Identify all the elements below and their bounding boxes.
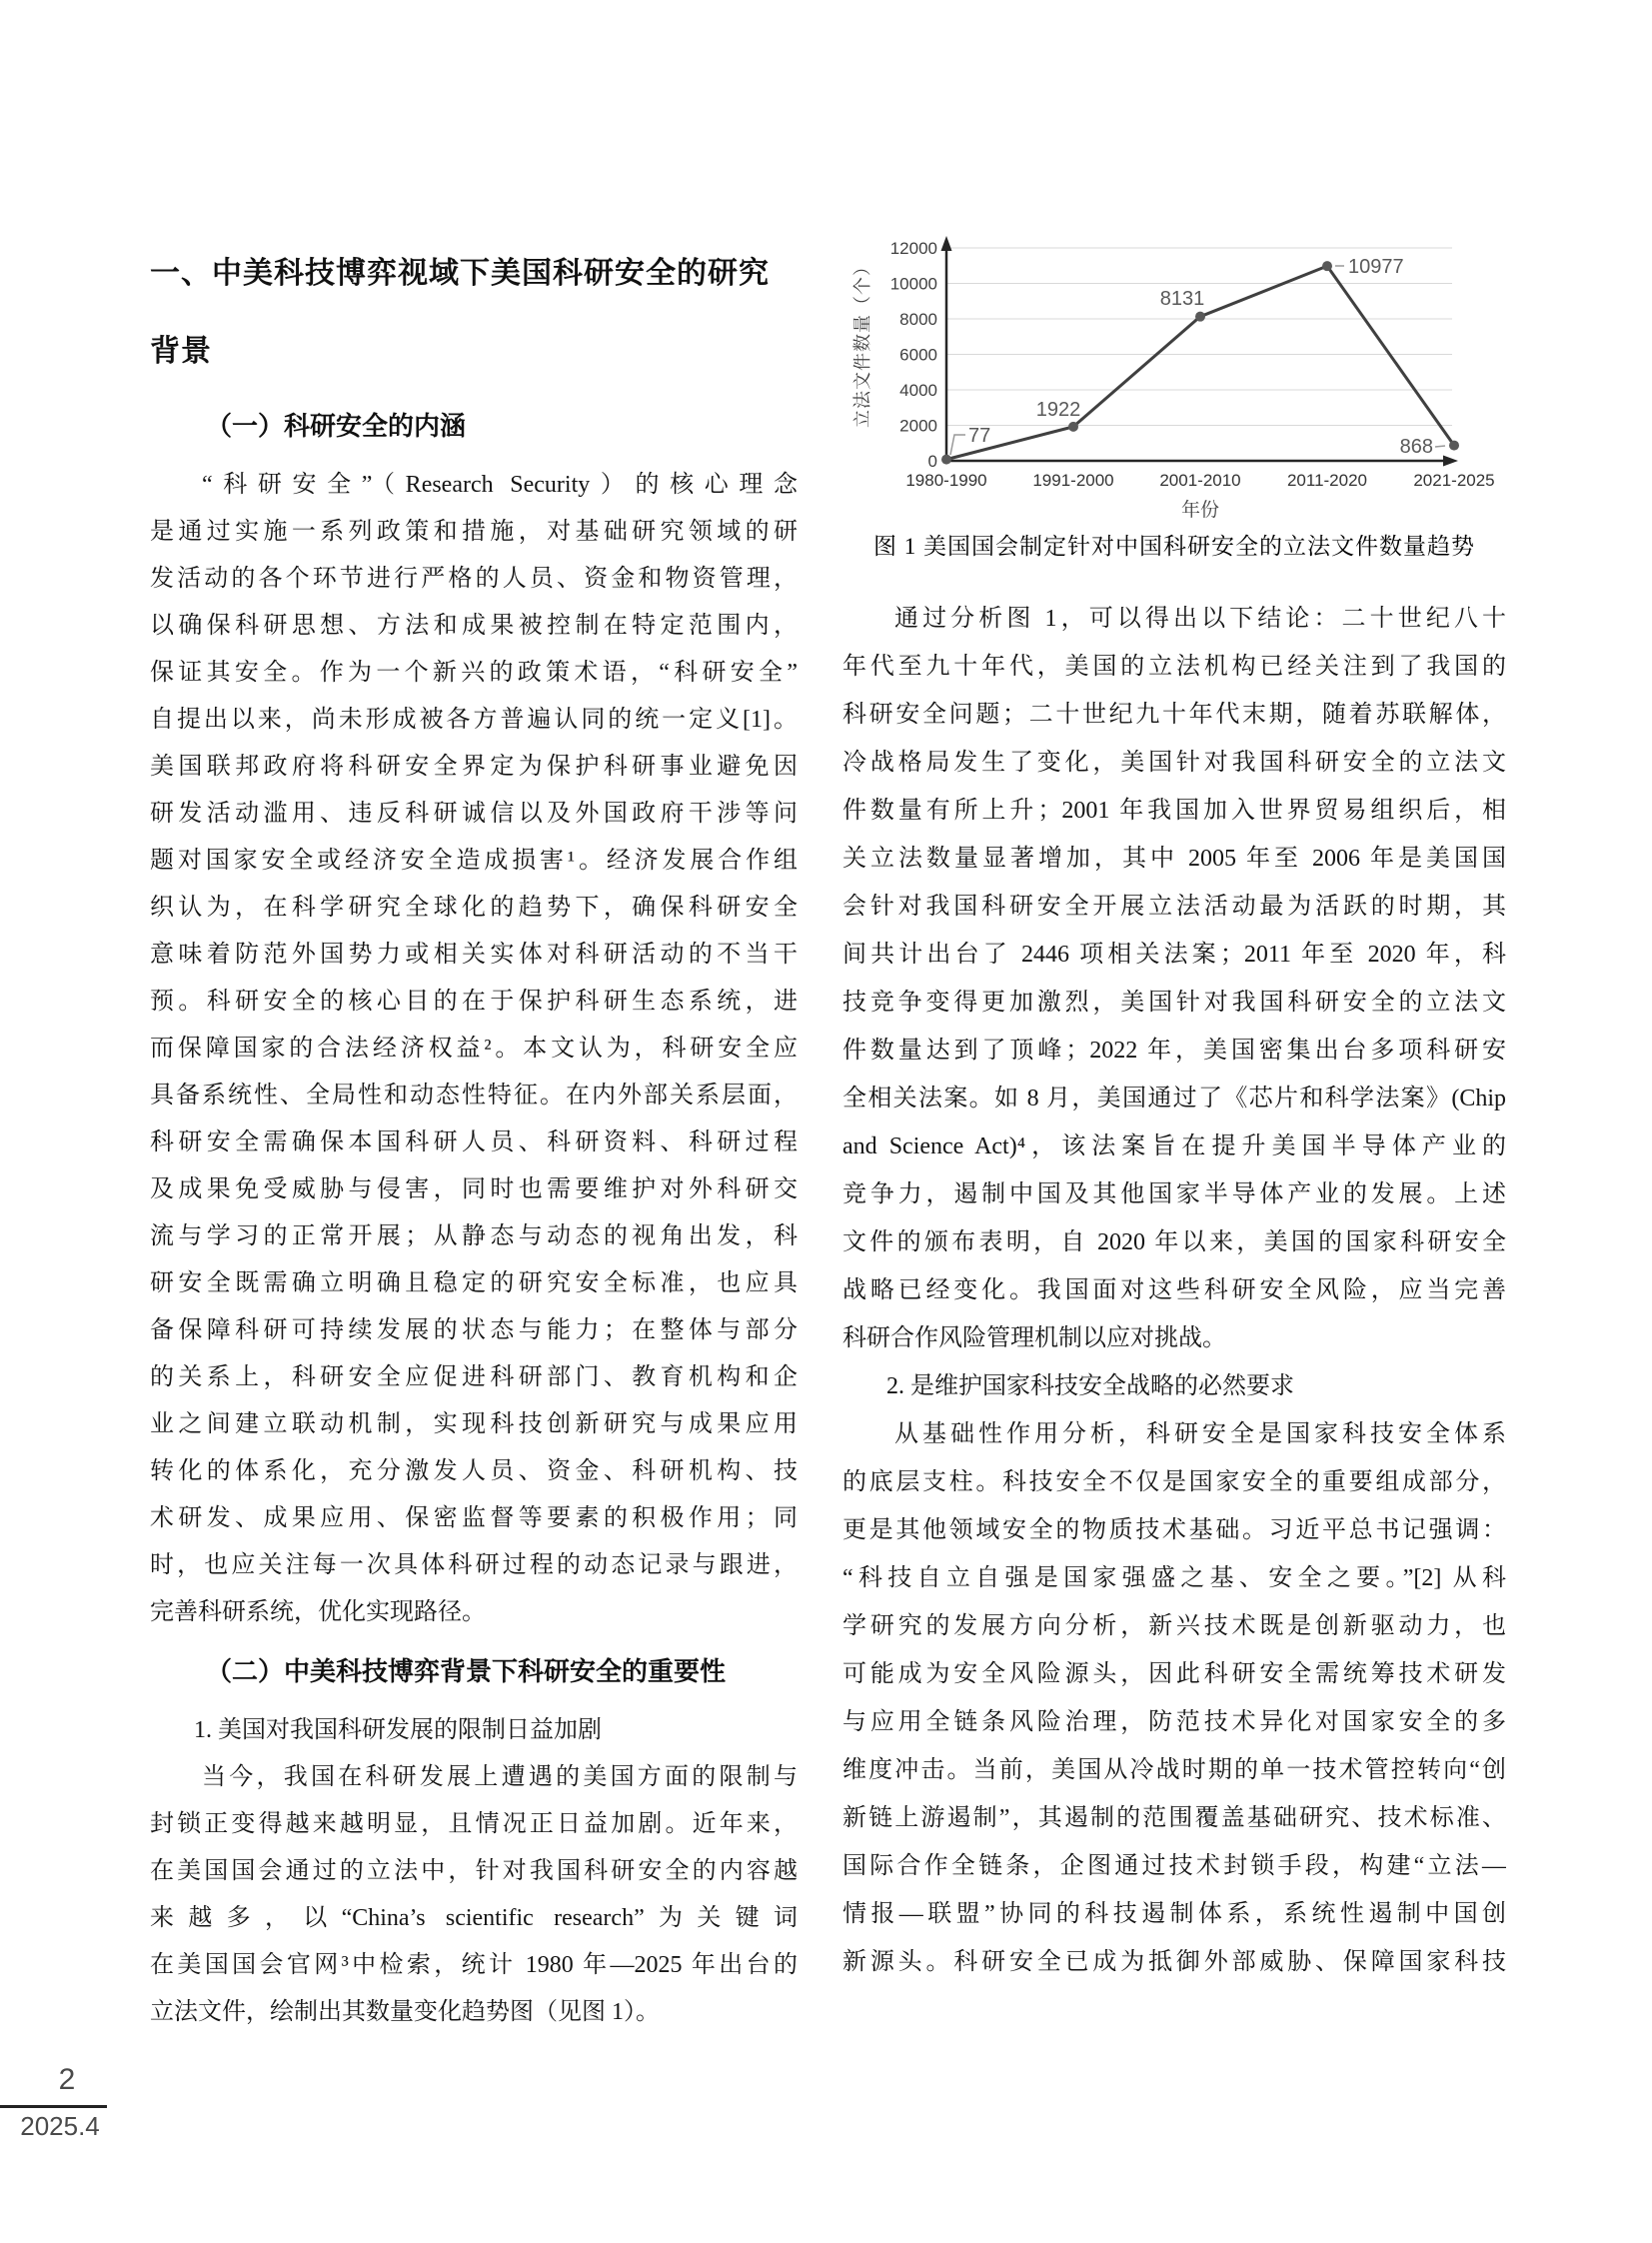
subheading-line: （二）中美科技博弈背景下科研安全的重要性 xyxy=(206,1656,727,1686)
text-line: 的关系上，科研安全应促进科研部门、教育机构和企 xyxy=(150,1364,798,1390)
leader-line xyxy=(950,435,965,455)
text-line: 件数量有所上升；2001 年我国加入世界贸易组织后，相 xyxy=(842,798,1506,824)
data-point-marker xyxy=(941,455,951,465)
y-tick-label: 6000 xyxy=(899,345,937,365)
text-line: 是通过实施一系列政策和措施，对基础研究领域的研 xyxy=(150,519,798,545)
text-line: 术研发、成果应用、保密监督等要素的积极作用；同 xyxy=(150,1505,798,1531)
text-line: 国际合作全链条，企图通过技术封锁手段，构建“立法— xyxy=(842,1853,1506,1879)
y-tick-label: 8000 xyxy=(899,310,937,329)
text-line: 战略已经变化。我国面对这些科研安全风险，应当完善 xyxy=(842,1277,1506,1303)
text-line: and Science Act)⁴，该法案旨在提升美国半导体产业的 xyxy=(842,1133,1506,1159)
text-line: 时，也应关注每一次具体科研过程的动态记录与跟进， xyxy=(150,1552,798,1578)
x-axis-title: 年份 xyxy=(1180,500,1220,521)
heading-line: 一、中美科技博弈视域下美国科研安全的研究 xyxy=(150,257,770,290)
text-line: 完善科研系统，优化实现路径。 xyxy=(150,1599,486,1625)
y-tick-label: 12000 xyxy=(889,239,937,258)
text-line: 具备系统性、全局性和动态性特征。在内外部关系层面， xyxy=(150,1083,798,1109)
heading-line: 背景 xyxy=(150,335,212,368)
y-axis-arrow xyxy=(941,236,952,251)
x-tick-label: 2021-2025 xyxy=(1413,471,1495,490)
text-line: “科研安全”（Research Security）的核心理念 xyxy=(202,472,798,498)
data-label: 1922 xyxy=(1035,399,1081,421)
text-line: 转化的体系化，充分激发人员、资金、科研机构、技 xyxy=(150,1458,798,1484)
text-line: 关立法数量显著增加，其中 2005 年至 2006 年是美国国 xyxy=(842,846,1506,872)
text-line: 与应用全链条风险治理，防范技术异化对国家安全的多 xyxy=(842,1709,1506,1735)
text-line: 美国联邦政府将科研安全界定为保护科研事业避免因 xyxy=(150,754,798,780)
x-axis-arrow xyxy=(1443,456,1458,467)
issue-label: 2025.4 xyxy=(20,2111,100,2141)
text-line: 学研究的发展方向分析，新兴技术既是创新驱动力，也 xyxy=(842,1613,1506,1639)
subheading-line: （一）科研安全的内涵 xyxy=(206,411,467,441)
y-tick-label: 4000 xyxy=(899,381,937,400)
y-tick-label: 2000 xyxy=(899,416,937,436)
text-line: 更是其他领域安全的物质技术基础。习近平总书记强调： xyxy=(842,1517,1506,1543)
text-line: 来越多，以“China’s scientific research”为关键词 xyxy=(150,1905,798,1931)
text-line: 科研安全问题；二十世纪九十年代末期，随着苏联解体， xyxy=(842,702,1506,728)
data-label: 77 xyxy=(968,425,991,447)
data-point-marker xyxy=(1322,261,1332,271)
text-line: 通过分析图 1，可以得出以下结论：二十世纪八十 xyxy=(894,606,1506,632)
x-tick-label: 1991-2000 xyxy=(1032,471,1114,490)
text-line: 件数量达到了顶峰；2022 年，美国密集出台多项科研安 xyxy=(842,1038,1506,1064)
text-line: 年代至九十年代，美国的立法机构已经关注到了我国的 xyxy=(842,654,1506,680)
text-line: 新源头。科研安全已成为抵御外部威胁、保障国家科技 xyxy=(842,1949,1506,1975)
data-label: 8131 xyxy=(1159,288,1205,310)
text-line: 新链上游遏制”，其遏制的范围覆盖基础研究、技术标准、 xyxy=(842,1805,1506,1831)
page-number: 2 xyxy=(58,2063,76,2096)
figure-caption: 图 1 美国国会制定针对中国科研安全的立法文件数量趋势 xyxy=(873,534,1475,559)
text-line: 技竞争变得更加激烈，美国针对我国科研安全的立法文 xyxy=(842,990,1506,1016)
text-line: 预。科研安全的核心目的在于保护科研生态系统，进 xyxy=(150,989,798,1015)
y-tick-label: 0 xyxy=(927,452,937,471)
data-point-marker xyxy=(1195,312,1205,322)
x-tick-label: 2011-2020 xyxy=(1286,471,1368,490)
data-label: 868 xyxy=(1399,436,1433,458)
text-line: 竞争力，遏制中国及其他国家半导体产业的发展。上述 xyxy=(842,1181,1506,1207)
text-line: 冷战格局发生了变化，美国针对我国科研安全的立法文 xyxy=(842,750,1506,776)
x-tick-label: 2001-2010 xyxy=(1159,471,1241,490)
text-line: 保证其安全。作为一个新兴的政策术语，“科研安全” xyxy=(150,660,798,686)
leader-line xyxy=(1435,446,1445,447)
numbered-heading-line: 2. 是维护国家科技安全战略的必然要求 xyxy=(886,1373,1294,1399)
data-label: 10977 xyxy=(1348,256,1404,278)
text-line: 研安全既需确立明确且稳定的研究安全标准，也应具 xyxy=(150,1270,798,1296)
text-line: 会针对我国科研安全开展立法活动最为活跃的时期，其 xyxy=(842,894,1506,920)
text-line: 以确保科研思想、方法和成果被控制在特定范围内， xyxy=(150,613,798,639)
text-line: 在美国国会通过的立法中，针对我国科研安全的内容越 xyxy=(150,1858,798,1884)
text-line: 的底层支柱。科技安全不仅是国家安全的重要组成部分， xyxy=(842,1469,1506,1495)
trend-chart xyxy=(834,232,1539,524)
text-line: 间共计出台了 2446 项相关法案；2011 年至 2020 年，科 xyxy=(842,942,1506,968)
text-line: 科研安全需确保本国科研人员、科研资料、科研过程 xyxy=(150,1129,798,1155)
right-column xyxy=(842,595,1506,1986)
text-line: 在美国国会官网³中检索，统计 1980 年—2025 年出台的 xyxy=(150,1952,798,1978)
text-line: 流与学习的正常开展；从静态与动态的视角出发，科 xyxy=(150,1223,798,1249)
text-line: 文件的颁布表明，自 2020 年以来，美国的国家科研安全 xyxy=(842,1229,1506,1255)
text-line: 情报—联盟”协同的科技遏制体系，系统性遏制中国创 xyxy=(842,1901,1506,1927)
text-line: 当今，我国在科研发展上遭遇的美国方面的限制与 xyxy=(202,1764,798,1790)
page-footer xyxy=(0,2059,200,2179)
text-line: 而保障国家的合法经济权益²。本文认为，科研安全应 xyxy=(150,1036,798,1062)
text-line: 自提出以来，尚未形成被各方普遍认同的统一定义[1]。 xyxy=(150,707,798,733)
numbered-heading-line: 1. 美国对我国科研发展的限制日益加剧 xyxy=(194,1717,602,1743)
text-line: 研发活动滥用、违反科研诚信以及外国政府干涉等问 xyxy=(150,801,798,827)
footer-rule xyxy=(0,2105,107,2108)
left-column xyxy=(150,235,798,2036)
text-line: 科研合作风险管理机制以应对挑战。 xyxy=(842,1325,1226,1351)
text-line: 封锁正变得越来越明显，且情况正日益加剧。近年来， xyxy=(150,1811,798,1837)
text-line: 从基础性作用分析，科研安全是国家科技安全体系 xyxy=(894,1421,1506,1447)
text-line: 意味着防范外国势力或相关实体对科研活动的不当干 xyxy=(150,942,798,968)
text-line: 备保障科研可持续发展的状态与能力；在整体与部分 xyxy=(150,1317,798,1343)
y-axis-title: 立法文件数量（个） xyxy=(852,257,872,428)
text-line: 题对国家安全或经济安全造成损害¹。经济发展合作组 xyxy=(150,848,798,874)
text-line: 织认为，在科学研究全球化的趋势下，确保科研安全 xyxy=(150,895,798,921)
text-line: 维度冲击。当前，美国从冷战时期的单一技术管控转向“创 xyxy=(842,1757,1506,1783)
y-tick-label: 10000 xyxy=(889,274,937,294)
text-line: 可能成为安全风险源头，因此科研安全需统筹技术研发 xyxy=(842,1661,1506,1687)
text-line: 及成果免受威胁与侵害，同时也需要维护对外科研交 xyxy=(150,1176,798,1202)
data-point-marker xyxy=(1068,422,1078,432)
text-line: 立法文件，绘制出其数量变化趋势图（见图 1）。 xyxy=(150,1999,660,2025)
text-line: “科技自立自强是国家强盛之基、安全之要。”[2] 从科 xyxy=(842,1565,1506,1591)
x-tick-label: 1980-1990 xyxy=(905,471,987,490)
text-line: 全相关法案。如 8 月，美国通过了《芯片和科学法案》(Chip xyxy=(842,1086,1506,1112)
data-point-marker xyxy=(1449,441,1459,451)
text-line: 业之间建立联动机制，实现科技创新研究与成果应用 xyxy=(150,1411,798,1437)
text-line: 发活动的各个环节进行严格的人员、资金和物资管理， xyxy=(150,566,798,592)
